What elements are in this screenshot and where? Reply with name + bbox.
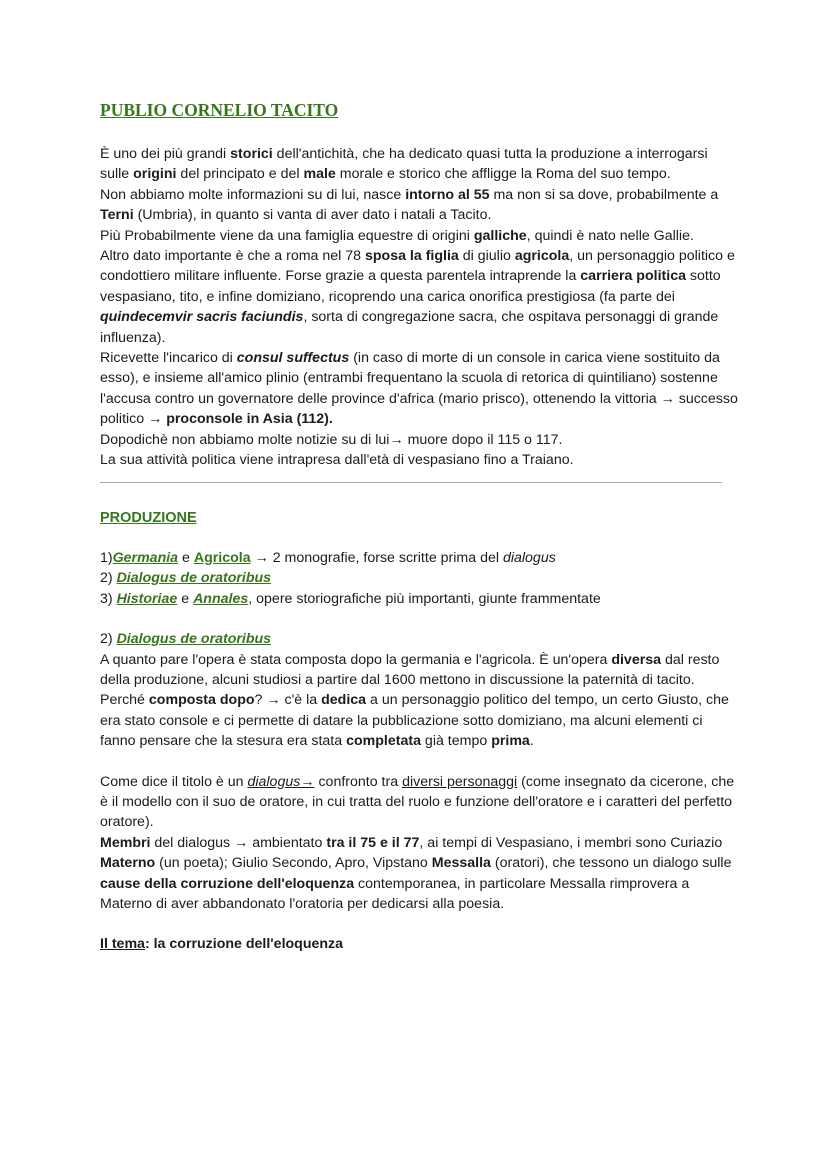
bold-text: intorno al 55 <box>405 186 490 203</box>
text: Come dice il titolo è un <box>100 773 248 790</box>
works-list-item-2 <box>100 568 740 588</box>
dialogus-paragraph-dating <box>100 690 740 751</box>
section-heading-text: PRODUZIONE <box>100 509 197 526</box>
link-dialogus[interactable]: Dialogus de oratoribus <box>116 570 272 587</box>
text: (Umbria), in quanto si vanta di aver dato i natali a Tacito. <box>133 207 492 224</box>
italic-text: dialogus <box>502 549 556 566</box>
dialogus-heading-link[interactable]: Dialogus de oratoribus <box>116 631 272 648</box>
text: , quindi è nato nelle Gallie. <box>526 227 694 244</box>
bold-text: agricola <box>514 248 570 265</box>
bold-text: Messalla <box>431 855 491 872</box>
works-list-item-3 <box>100 589 740 609</box>
underlined-italic-text: dialogus→ <box>247 773 315 790</box>
text: 2) <box>100 570 117 587</box>
dialogus-paragraph-members <box>100 833 740 915</box>
underlined-bold-text: Il tema <box>100 936 145 953</box>
text: . <box>529 733 534 750</box>
intro-paragraph-career <box>100 246 740 348</box>
document-page <box>100 98 740 955</box>
text: Dopodichè non abbiamo molte notizie su di lui→ muore dopo il 115 o 117. <box>100 431 563 448</box>
link-historiae[interactable]: Historiae <box>116 590 178 607</box>
intro-paragraph-consul <box>100 348 740 430</box>
bold-text: tra il 75 e il 77 <box>326 834 420 851</box>
text: ma non si sa dove, probabilmente a <box>489 186 719 203</box>
bold-text: storici <box>230 146 273 162</box>
bold-text: composta dopo <box>148 692 255 709</box>
bold-text: sposa la figlia <box>364 248 459 265</box>
intro-paragraph-birth <box>100 185 740 226</box>
tema-line <box>100 934 740 954</box>
text: Non abbiamo molte informazioni su di lui, nasce <box>100 186 406 203</box>
text: (oratori), che tessono un dialogo sulle <box>490 855 732 872</box>
text: La sua attività politica viene intrapresa dall'età di vespasiano fino a Traiano. <box>100 452 574 469</box>
text: e <box>178 549 194 566</box>
underlined-text: diversi personaggi <box>402 773 518 790</box>
bold-text: proconsole in Asia (112). <box>166 411 333 428</box>
bold-text: prima <box>491 733 530 750</box>
bold-italic-text: consul suffectus <box>236 350 350 367</box>
text: di giulio <box>458 248 515 265</box>
text: del principato e del <box>176 166 304 183</box>
bold-text: carriera politica <box>580 268 686 285</box>
text: , un personaggio politico e condottiero militare influente. Forse grazie a questa parentela intraprende la <box>100 248 735 285</box>
text: contemporanea, in particolare Messalla rimprovera a Materno di aver abbandonato l'oratoria per dedicarsi alla poesia. <box>100 875 690 912</box>
bold-text: male <box>303 166 336 183</box>
text: del dialogus → ambientato <box>150 834 327 851</box>
intro-paragraph-origins <box>100 144 740 185</box>
bold-text: galliche <box>473 227 527 244</box>
text: 1) <box>100 549 113 566</box>
text: a un personaggio politico del tempo, un certo Giusto, che era stato console e ci permette di datare la pubblicazione sotto domiziano, ma alcuni elementi ci fanno pensare che la stesura era stata <box>100 692 729 750</box>
intro-paragraph-family <box>100 226 740 246</box>
text: confronto tra <box>314 773 403 790</box>
link-annales[interactable]: Annales <box>193 590 249 607</box>
text: Più Probabilmente viene da una famiglia equestre di origini <box>100 227 474 244</box>
bold-text: Membri <box>100 834 151 851</box>
works-list-item-1 <box>100 548 740 568</box>
bold-text: Terni <box>100 207 134 224</box>
text: A quanto pare l'opera è stata composta dopo la germania e l'agricola. È un'opera <box>100 651 612 668</box>
dialogus-heading <box>100 629 740 649</box>
text: Perché <box>100 692 149 709</box>
bold-text: completata <box>346 733 421 750</box>
text: (come insegnato da cicerone, che è il modello con il suo de oratore, in cui tratta del ruolo e funzione dell'oratore e i caratteri del perfetto oratore). <box>100 773 735 831</box>
text: dell'antichità, che ha dedicato quasi tutta la produzione a interrogarsi sulle <box>100 146 708 183</box>
text: 3) <box>100 590 117 607</box>
link-germania[interactable]: Germania <box>112 549 179 566</box>
text: (un poeta); Giulio Secondo, Apro, Vipstano <box>155 855 432 872</box>
bold-text: cause della corruzione dell'eloquenza <box>100 875 355 892</box>
bold-italic-text: quindecemvir sacris faciundis <box>100 309 304 326</box>
text: , opere storiografiche più importanti, giunte frammentate <box>248 590 601 607</box>
bold-text: dedica <box>321 692 367 709</box>
dialogus-paragraph-title <box>100 772 740 833</box>
bold-text: diversa <box>611 651 662 668</box>
bold-text: : la corruzione dell'eloquenza <box>144 936 344 953</box>
text: Ricevette l'incarico di <box>100 350 237 367</box>
intro-paragraph-death <box>100 430 740 450</box>
page-title: PUBLIO CORNELIO TACITO <box>100 100 339 120</box>
text: ? → c'è la <box>254 692 322 709</box>
text: , sorta di congregazione sacra, che ospitava personaggi di grande influenza). <box>100 309 719 346</box>
bold-text: origini <box>133 166 177 183</box>
text: Altro dato importante è che a roma nel 78 <box>100 248 365 265</box>
text: morale e storico che affligge la Roma del suo tempo. <box>335 166 671 183</box>
text: e <box>177 590 194 607</box>
text: È uno dei più grandi <box>100 146 231 162</box>
section-heading-produzione <box>100 508 740 528</box>
bold-text: Materno <box>100 855 156 872</box>
text: dal resto della produzione, alcuni studiosi a partire dal 1600 mettono in discussione la paternità di tacito. <box>100 651 720 688</box>
text: sotto vespasiano, tito, e infine domiziano, ricoprendo una carica onorifica prestigiosa (fa parte dei <box>100 268 721 305</box>
text: (in caso di morte di un console in carica viene sostituito da esso), e insieme all'amico plinio (entrambi frequentano la scuola di retorica di quintiliano) sostenne l'accusa contro un governatore delle province d'africa (mario prisco), ottenendo la vittoria → successo politico → <box>100 350 738 428</box>
text: già tempo <box>420 733 492 750</box>
text: 2) <box>100 631 117 648</box>
text: , ai tempi di Vespasiano, i membri sono Curiazio <box>419 834 723 851</box>
dialogus-paragraph-authorship <box>100 650 740 691</box>
link-agricola[interactable]: Agricola <box>193 549 251 566</box>
text: → 2 monografie, forse scritte prima del <box>250 549 503 566</box>
intro-paragraph-politics <box>100 450 740 470</box>
